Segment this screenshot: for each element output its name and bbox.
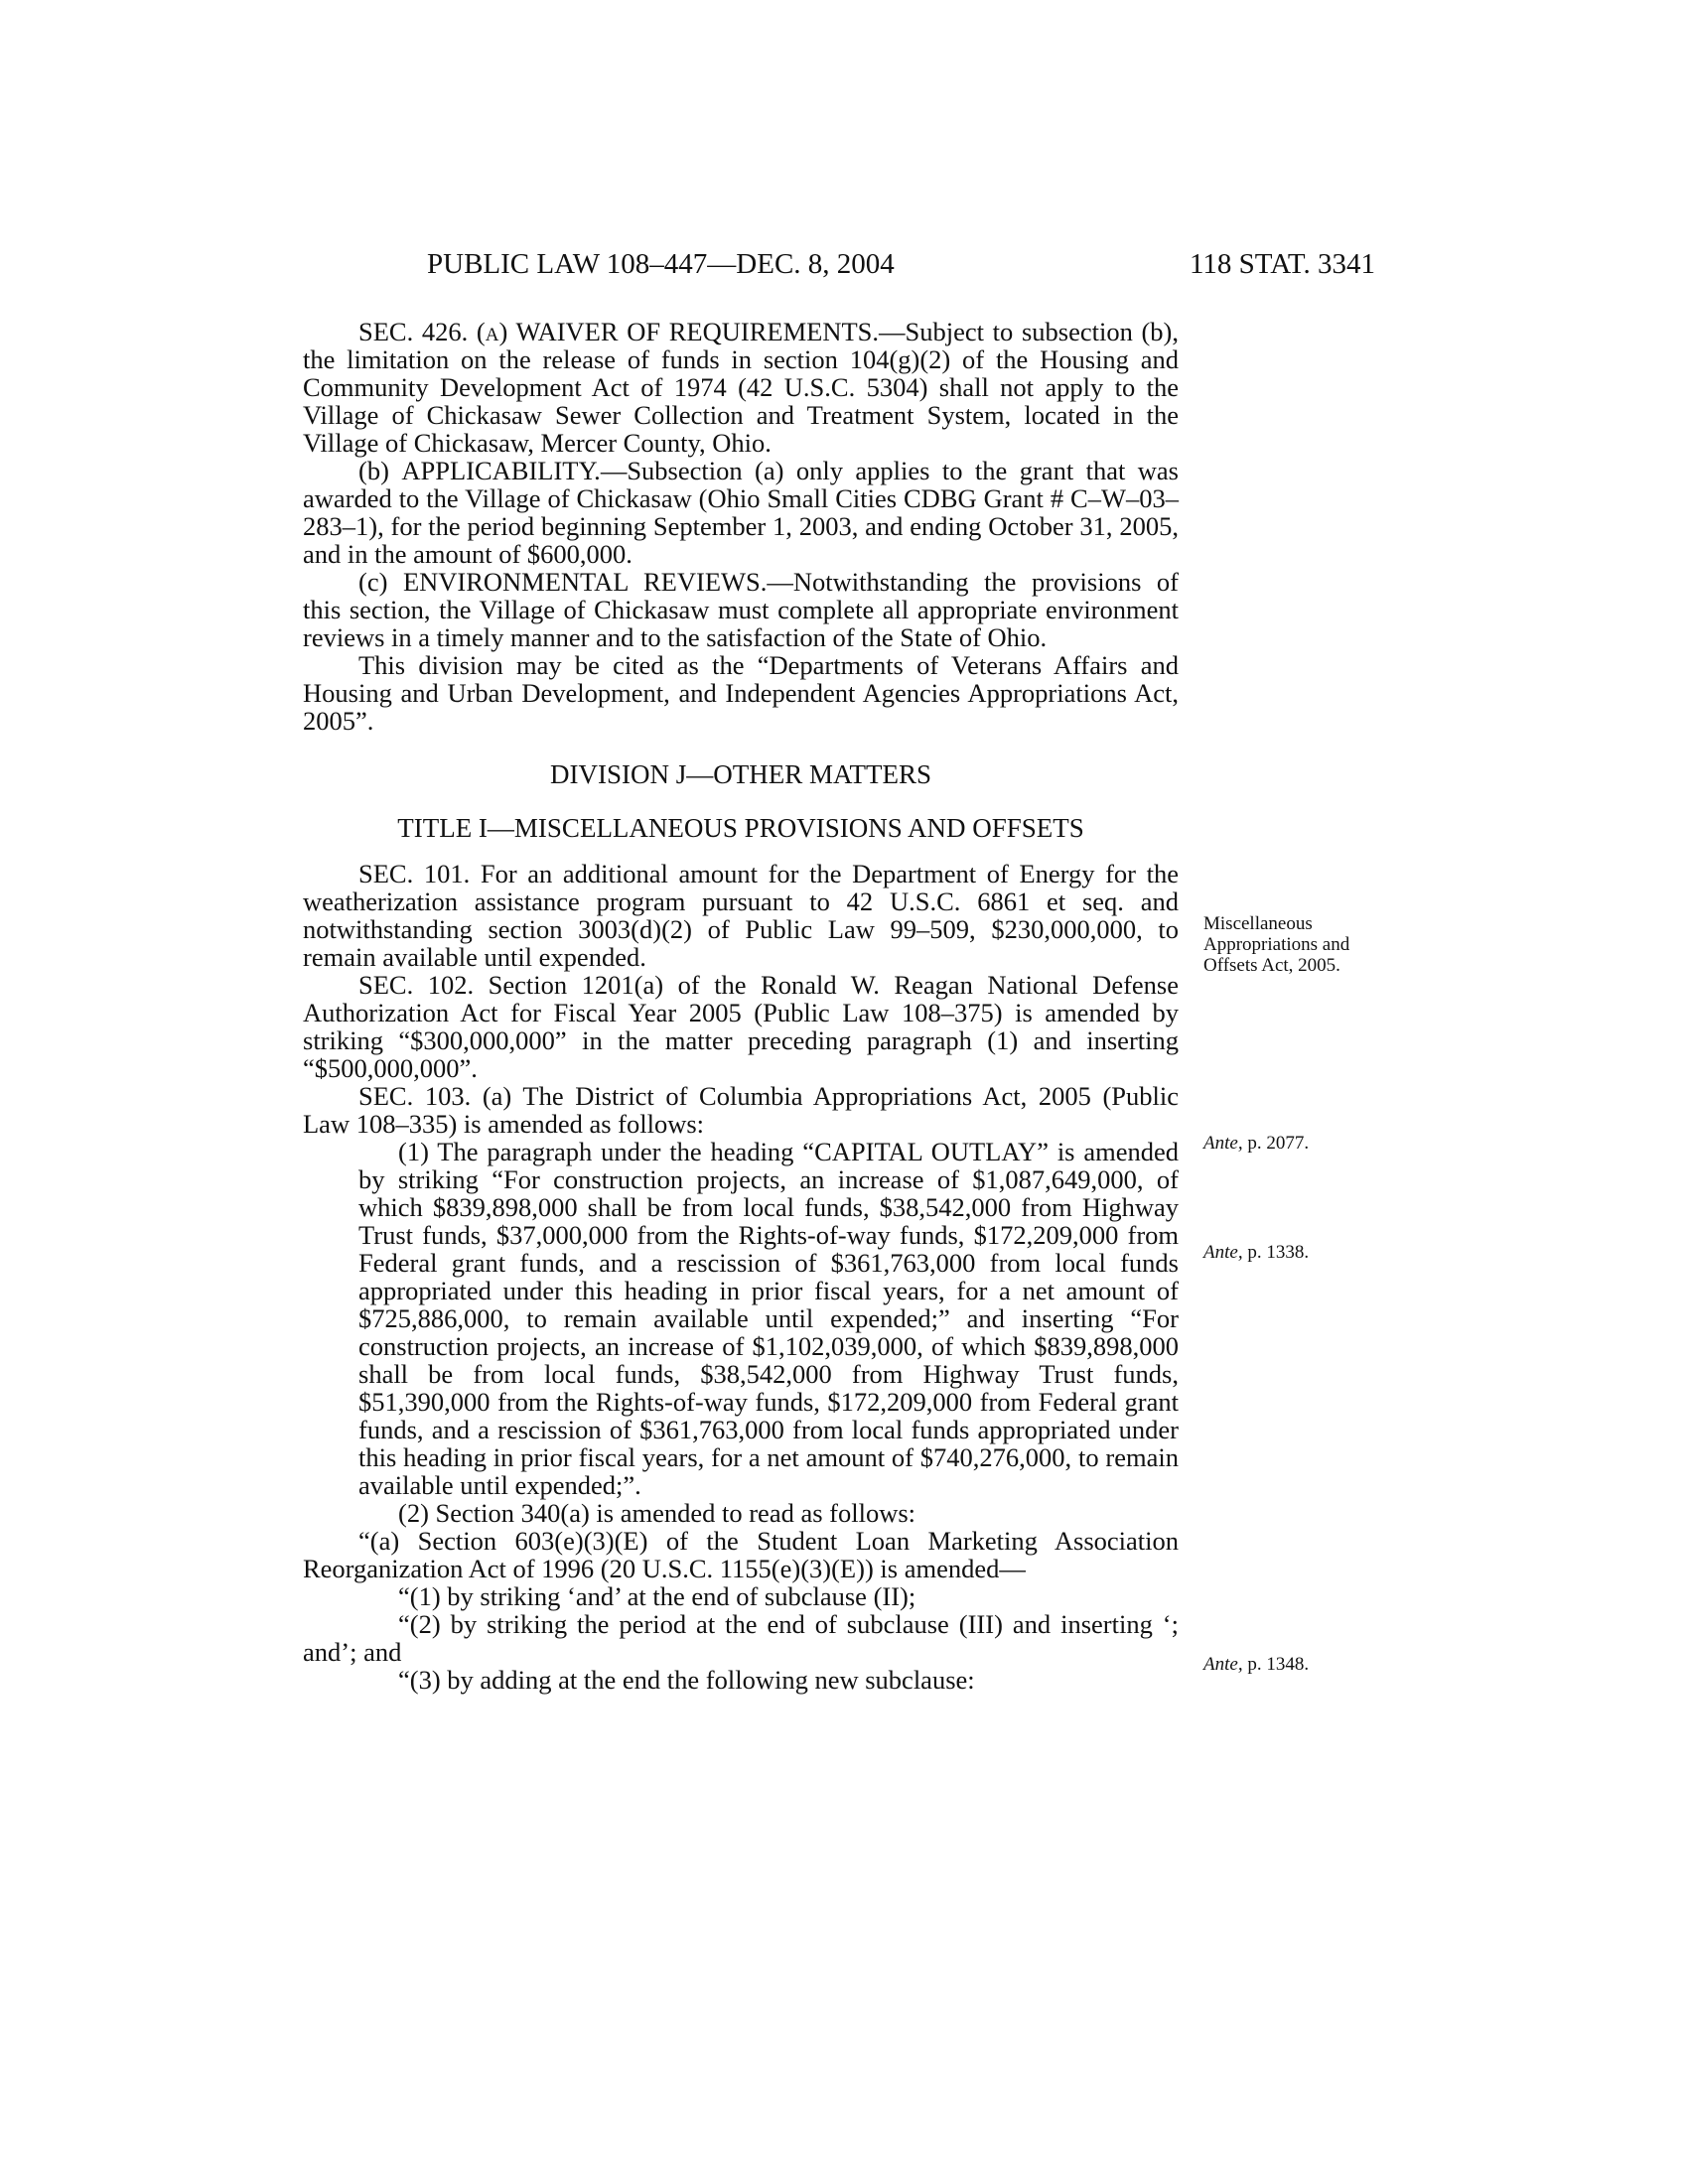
quoted-a: “(a) Section 603(e)(3)(E) of the Student Loan Marketing Association Reorganization Act of 1996 (20 U.S.C. 1155(e)(3)(E)) is amended— <box>303 1526 1179 1583</box>
sec103-intro: SEC. 103. (a) The District of Columbia Appropriations Act, 2005 (Public Law 108–335) is amended as follows: <box>303 1081 1179 1139</box>
title-heading: TITLE I—MISCELLANEOUS PROVISIONS AND OFFSETS <box>397 813 1084 843</box>
running-head-stat: 118 STAT. 3341 <box>1190 248 1375 280</box>
heading-environmental: ENVIRONMENTAL REVIEWS. <box>402 567 768 597</box>
quoted-3: “(3) by adding at the end the following new subclause: <box>398 1665 975 1695</box>
sec426-b: (b) APPLICABILITY.—Subsection (a) only applies to the grant that was awarded to the Village of Chickasaw (Ohio Small Cities CDBG Grant # C–W–03–283–1), for the period beginning September 1, 2003, and ending October 31, 2005, and in the amount of $600,000. <box>303 456 1179 569</box>
margin-note-short-title: Miscellaneous Appropriations and Offsets Act, 2005. <box>1203 913 1350 976</box>
page-header <box>303 248 1375 288</box>
margin-note-ante-1348: Ante, p. 1348. <box>1203 1654 1310 1675</box>
sec103-paragraphs <box>303 1138 1179 1499</box>
sec101: SEC. 101. For an additional amount for the Department of Energy for the weatherization assistance program pursuant to 42 U.S.C. 6861 et seq. and notwithstanding section 3003(d)(2) of Public Law 99–509, $230,000,000, to remain available until expended. <box>303 859 1179 972</box>
sec426-a: SEC. 426. (a) WAIVER OF REQUIREMENTS.—Subject to subsection (b), the limitation on the release of funds in section 104(g)(2) of the Housing and Community Development Act of 1974 (42 U.S.C. 5304) shall not apply to the Village of Chickasaw Sewer Collection and Treatment System, located in the Village of Chickasaw, Mercer County, Ohio. <box>303 317 1180 458</box>
margin-note-ante-2077: Ante, p. 2077. <box>1203 1133 1310 1154</box>
sec426-c: (c) ENVIRONMENTAL REVIEWS.—Notwithstanding the provisions of this section, the Village of Chickasaw must complete all appropriate environment reviews in a timely manner and to the satisfaction of the State of Ohio. <box>303 567 1179 652</box>
running-head-law: PUBLIC LAW 108–447—DEC. 8, 2004 <box>427 248 895 280</box>
division-citation: This division may be cited as the “Departments of Veterans Affairs and Housing and Urban Development, and Independent Agencies Appropriations Act, 2005”. <box>303 650 1179 736</box>
sec103-p2: (2) Section 340(a) is amended to read as follows: <box>398 1498 916 1528</box>
heading-waiver: WAIVER OF REQUIREMENTS. <box>515 317 880 346</box>
margin-note-ante-1338: Ante, p. 1338. <box>1203 1242 1310 1263</box>
quoted-2: “(2) by striking the period at the end of subclause (III) and inserting ‘; and’; and <box>303 1609 1179 1667</box>
sec103-p1: (1) The paragraph under the heading “CAPITAL OUTLAY” is amended by striking “For construction projects, an increase of $1,087,649,000, of which $839,898,000 shall be from local funds, $38,542,000 from Highway Trust funds, $37,000,000 from the Rights-of-way funds, $172,209,000 from Federal grant funds, and a rescission of $361,763,000 from local funds appropriated under this heading in prior fiscal years, for a net amount of $725,886,000, to remain available until expended;” and inserting “For construction projects, an increase of $1,102,039,000, of which $839,898,000 shall be from local funds, $38,542,000 from Highway Trust funds, $51,390,000 from the Rights-of-way funds, $172,209,000 from Federal grant funds, and a rescission of $361,763,000 from local funds appropriated under this heading in prior fiscal years, for a net amount of $740,276,000, to remain available until expended;”. <box>358 1137 1180 1500</box>
heading-applicability: APPLICABILITY. <box>401 456 601 485</box>
quoted-1: “(1) by striking ‘and’ at the end of subclause (II); <box>398 1581 916 1611</box>
division-heading: DIVISION J—OTHER MATTERS <box>550 759 931 789</box>
page-body <box>303 318 1179 1694</box>
sec102: SEC. 102. Section 1201(a) of the Ronald W. Reagan National Defense Authorization Act for Fiscal Year 2005 (Public Law 108–375) is amended by striking “$300,000,000” in the matter preceding paragraph (1) and inserting “$500,000,000”. <box>303 970 1179 1083</box>
